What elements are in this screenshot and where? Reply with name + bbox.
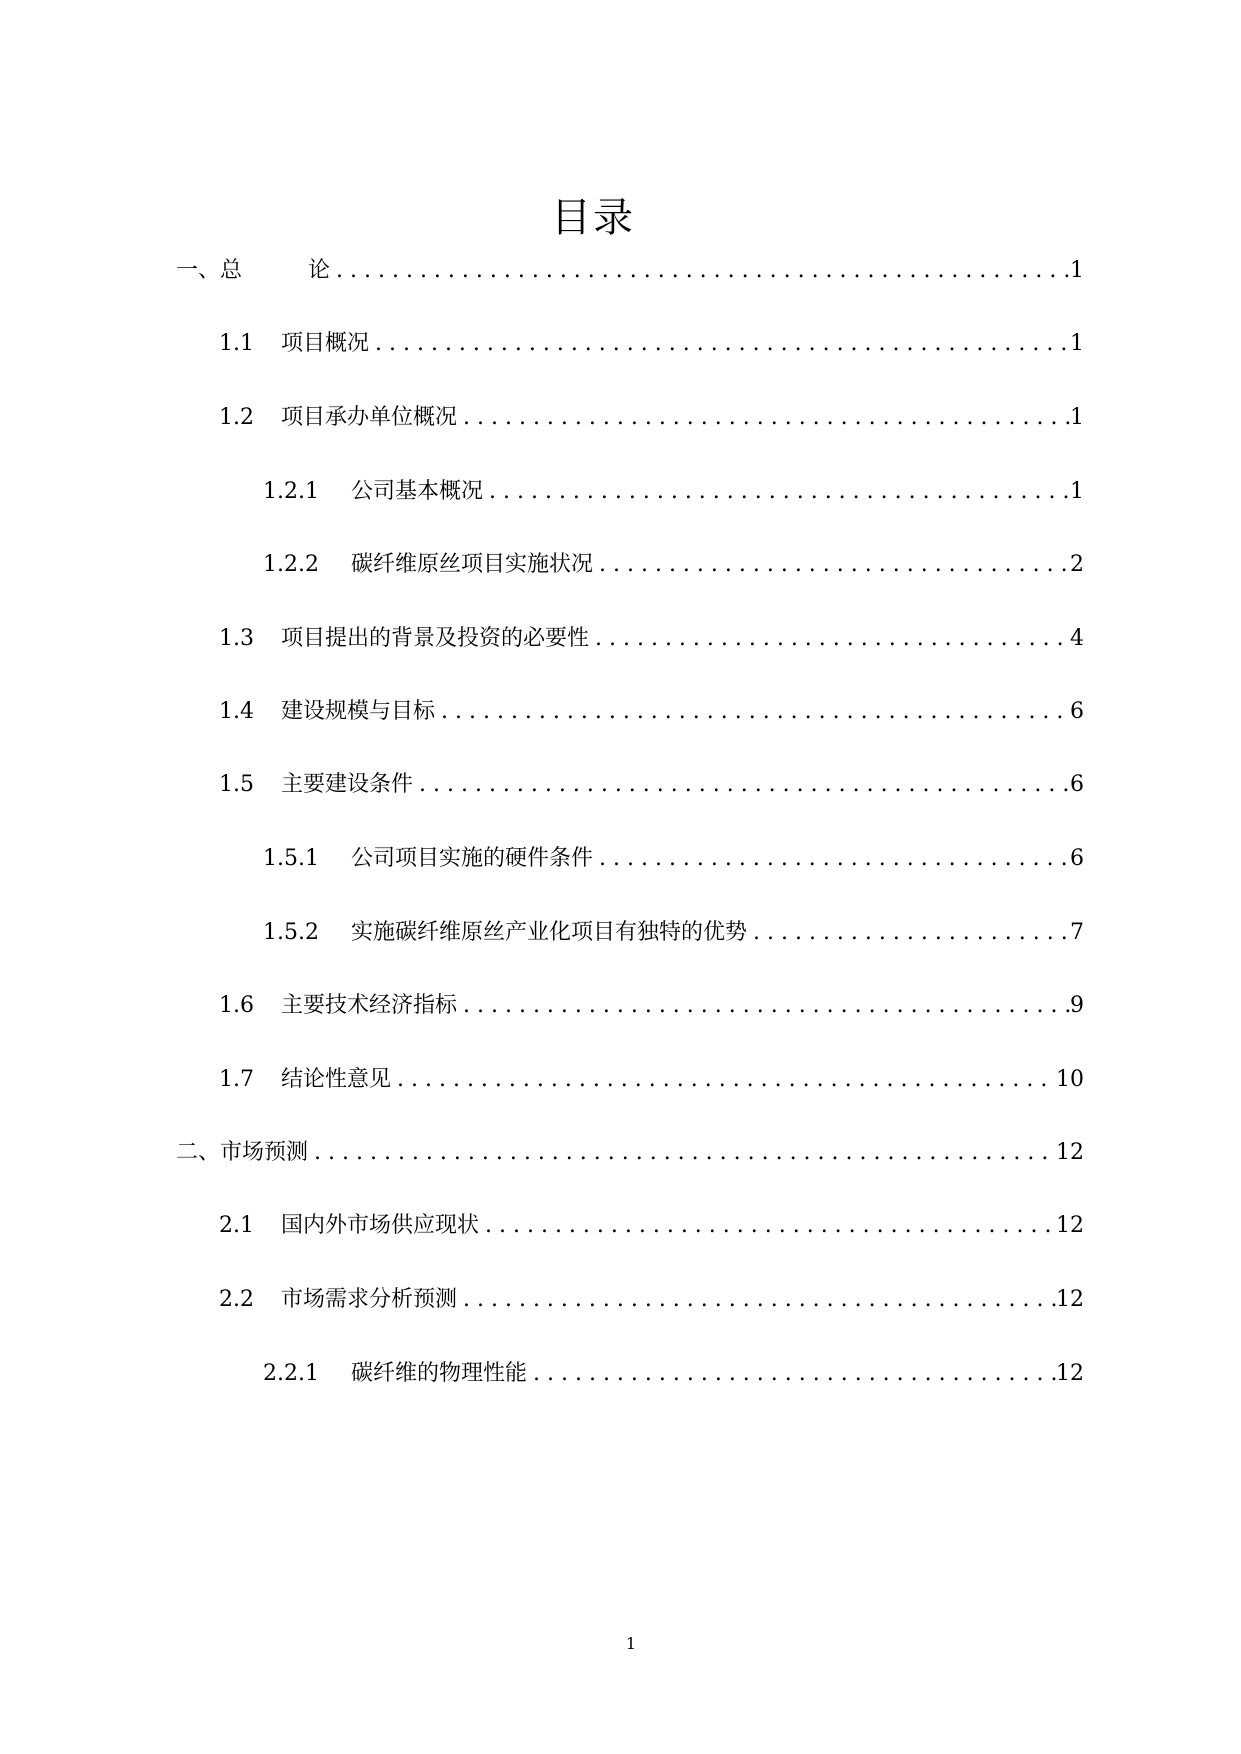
toc-entry-number: 1.2.1 [263,479,319,504]
toc-entry[interactable] [263,1354,1084,1394]
toc-dot-leader [413,765,1070,805]
toc-entry-title: 项目概况 [281,331,370,356]
toc-entry-number: 1.1 [219,331,254,356]
page-footer-number: 1 [625,1634,637,1653]
toc-entry-title: 主要技术经济指标 [281,993,458,1018]
toc-dot-leader [747,913,1070,953]
toc-entry-number: 2.2.1 [263,1361,319,1386]
toc-entry[interactable] [219,1280,1084,1320]
toc-entry-number: 1.5.2 [263,920,319,945]
toc-entry-title: 项目承办单位概况 [281,405,458,430]
toc-entry-page: 1 [1070,405,1084,430]
page-title: 目录 [551,195,635,241]
toc-entry[interactable] [263,839,1084,879]
toc-entry[interactable] [219,398,1084,438]
toc-entry-number: 1.4 [219,699,254,724]
toc-entry-page: 12 [1056,1213,1084,1238]
toc-dot-leader [457,1280,1056,1320]
toc-entry[interactable] [263,472,1084,512]
toc-entry[interactable] [263,913,1084,953]
toc-entry[interactable] [219,1206,1084,1246]
toc-entry-page: 4 [1070,626,1084,651]
toc-entry-title: 实施碳纤维原丝产业化项目有独特的优势 [351,920,748,945]
toc-entry-number: 1.7 [219,1067,254,1092]
toc-entry-title: 建设规模与目标 [281,699,436,724]
toc-entry-number: 1.6 [219,993,254,1018]
toc-entry-page: 1 [1070,479,1084,504]
toc-entry-title: 总 论 [220,258,331,283]
toc-entry-title: 结论性意见 [281,1067,392,1092]
toc-entry-page: 7 [1070,920,1084,945]
toc-entry-number: 2.2 [219,1287,254,1312]
toc-entry[interactable] [219,324,1084,364]
toc-entry[interactable] [219,986,1084,1026]
toc-entry-page: 12 [1056,1361,1084,1386]
toc-dot-leader [369,324,1070,364]
toc-dot-leader [593,545,1070,585]
toc-entry-page: 9 [1070,993,1084,1018]
toc-entry-number: 1.2 [219,405,254,430]
toc-entry-number: 一、 [176,258,221,283]
toc-entry-title: 公司基本概况 [351,479,484,504]
toc-entry-title: 碳纤维原丝项目实施状况 [351,552,594,577]
toc-dot-leader [391,1060,1056,1100]
toc-dot-leader [308,1133,1056,1173]
toc-entry-title: 公司项目实施的硬件条件 [351,846,594,871]
toc-entry-page: 12 [1056,1287,1084,1312]
toc-entry-number: 2.1 [219,1213,254,1238]
toc-entry-page: 10 [1056,1067,1084,1092]
toc-entry-title: 国内外市场供应现状 [281,1213,480,1238]
toc-entry-title: 主要建设条件 [281,772,414,797]
toc-dot-leader [330,251,1070,291]
toc-dot-leader [593,839,1070,879]
toc-entry[interactable] [219,692,1084,732]
toc-entry[interactable] [219,619,1084,659]
toc-entry-page: 12 [1056,1140,1084,1165]
toc-entry-page: 6 [1070,846,1084,871]
toc-dot-leader [479,1206,1056,1246]
toc-entry-number: 1.5.1 [263,846,319,871]
toc-dot-leader [589,619,1070,659]
toc-dot-leader [527,1354,1056,1394]
toc-entry-title: 市场预测 [220,1140,309,1165]
toc-dot-leader [435,692,1070,732]
toc-entry[interactable] [176,1133,1084,1173]
toc-entry-number: 1.2.2 [263,552,319,577]
toc-entry-page: 1 [1070,258,1084,283]
toc-entry-page: 6 [1070,699,1084,724]
toc-entry-title: 市场需求分析预测 [281,1287,458,1312]
toc-entry-page: 1 [1070,331,1084,356]
toc-entry-number: 1.3 [219,626,254,651]
toc-entry[interactable] [219,765,1084,805]
toc-entry-title: 碳纤维的物理性能 [351,1361,528,1386]
toc-dot-leader [483,472,1070,512]
toc-entry[interactable] [219,1060,1084,1100]
toc-entry-number: 1.5 [219,772,254,797]
toc-dot-leader [457,986,1070,1026]
toc-entry-page: 2 [1070,552,1084,577]
toc-dot-leader [457,398,1070,438]
toc-entry-page: 6 [1070,772,1084,797]
toc-entry[interactable] [176,251,1084,291]
toc-entry[interactable] [263,545,1084,585]
toc-entry-title: 项目提出的背景及投资的必要性 [281,626,590,651]
toc-entry-number: 二、 [176,1140,221,1165]
